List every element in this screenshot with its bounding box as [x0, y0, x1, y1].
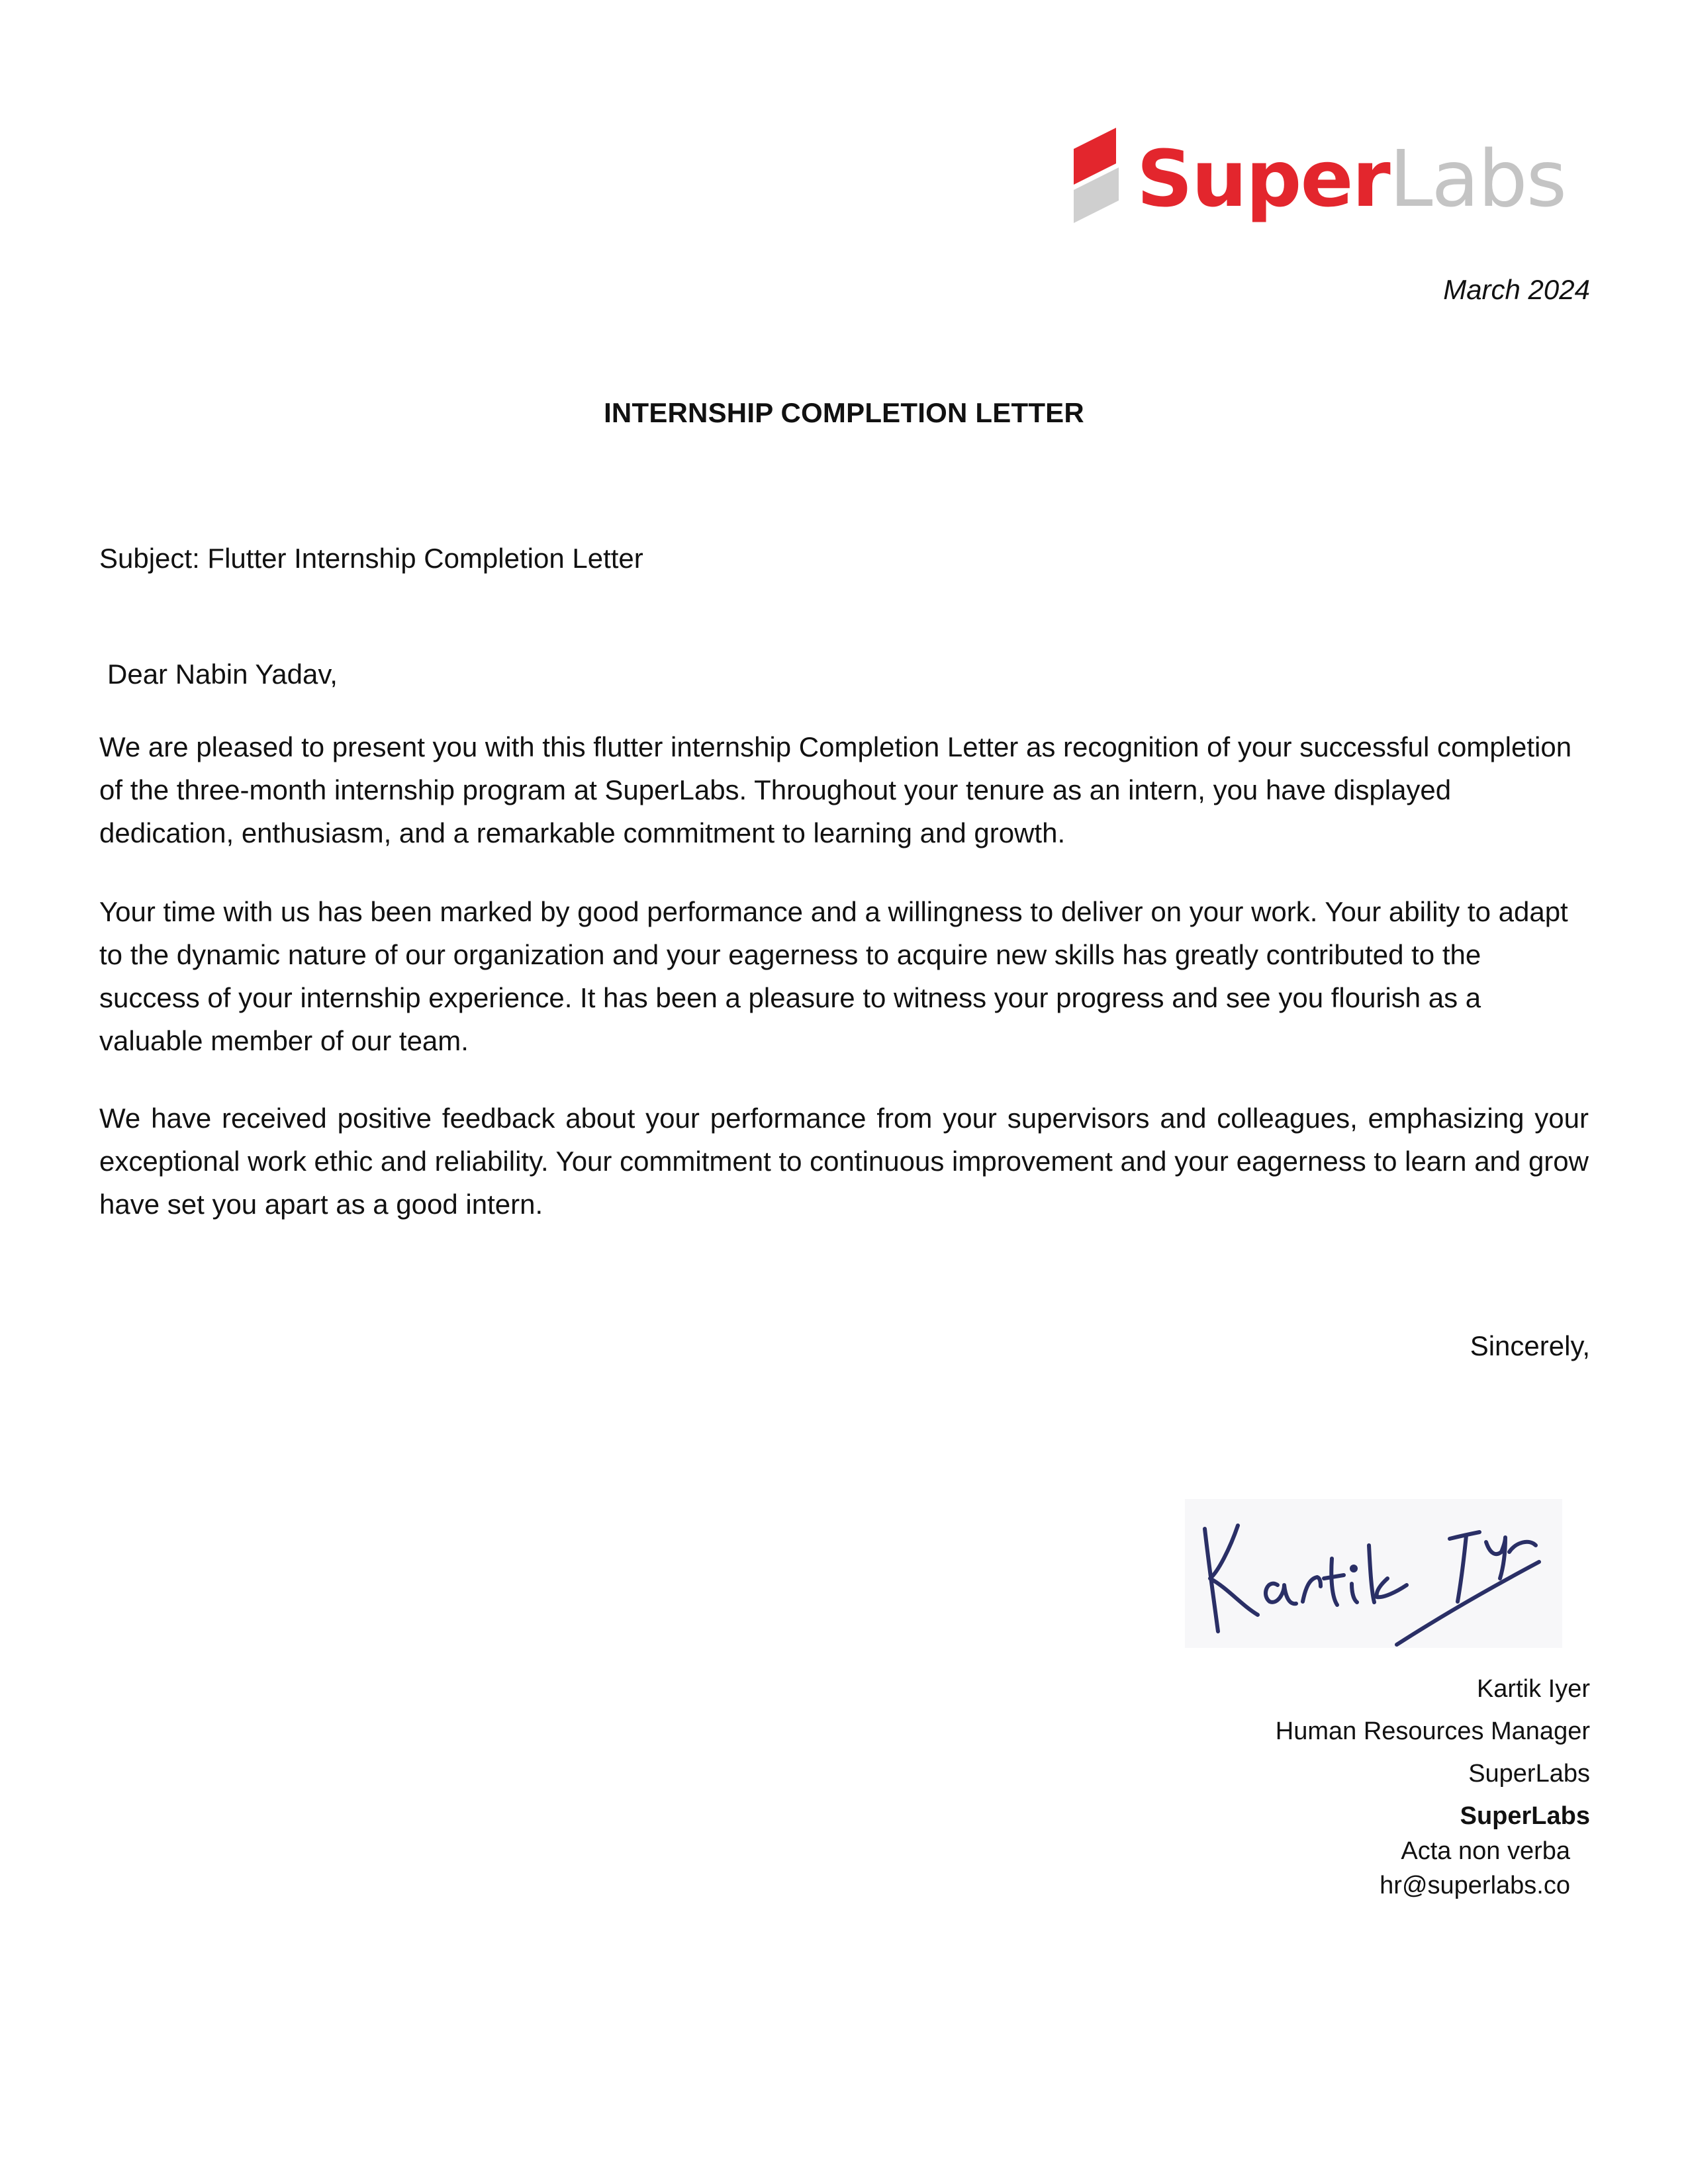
- signatory-name: Kartik Iyer: [1476, 1675, 1590, 1703]
- logo-word-labs: Labs: [1389, 133, 1566, 224]
- company-motto: Acta non verba: [1401, 1837, 1570, 1865]
- letter-title: INTERNSHIP COMPLETION LETTER: [604, 397, 1084, 428]
- letter-greeting: Dear Nabin Yadav,: [107, 659, 338, 690]
- letter-date: March 2024: [1443, 274, 1590, 305]
- logo-mark-icon: [1072, 122, 1132, 235]
- body-paragraph-3: We have received positive feedback about your performance from your supervisors and colleagues, emphasizing your exceptional work ethic and reliability. Your commitment to continuous improvement and your eagerness to learn and grow have set you apart as a good intern.: [99, 1103, 1589, 1220]
- logo-wordmark: [1137, 122, 1566, 235]
- company-name-bold: SuperLabs: [1460, 1802, 1590, 1830]
- signatory-company: SuperLabs: [1468, 1760, 1590, 1788]
- superlabs-logo: [1072, 122, 1566, 235]
- contact-email[interactable]: hr@superlabs.co: [1380, 1872, 1570, 1899]
- letter-closing: Sincerely,: [1470, 1330, 1590, 1361]
- body-paragraph-1: We are pleased to present you with this flutter internship Completion Letter as recognition of your successful completion of the three-month internship program at SuperLabs. Throughout your tenure as an intern, you have displayed dedication, enthusiasm, and a remarkable commitment to learning and growth.: [99, 731, 1572, 848]
- handwritten-signature: [1178, 1479, 1569, 1658]
- body-paragraph-2: Your time with us has been marked by good performance and a willingness to deliver on your work. Your ability to adapt to the dynamic nature of our organization and your eagerness to acquire new skills has greatly contributed to the success of your internship experience. It has been a pleasure to witness your progress and see you flourish as a valuable member of our team.: [99, 896, 1568, 1056]
- signatory-role: Human Resources Manager: [1275, 1717, 1590, 1745]
- letter-subject: Subject: Flutter Internship Completion Letter: [99, 543, 643, 574]
- logo-word-super: Super: [1137, 133, 1389, 224]
